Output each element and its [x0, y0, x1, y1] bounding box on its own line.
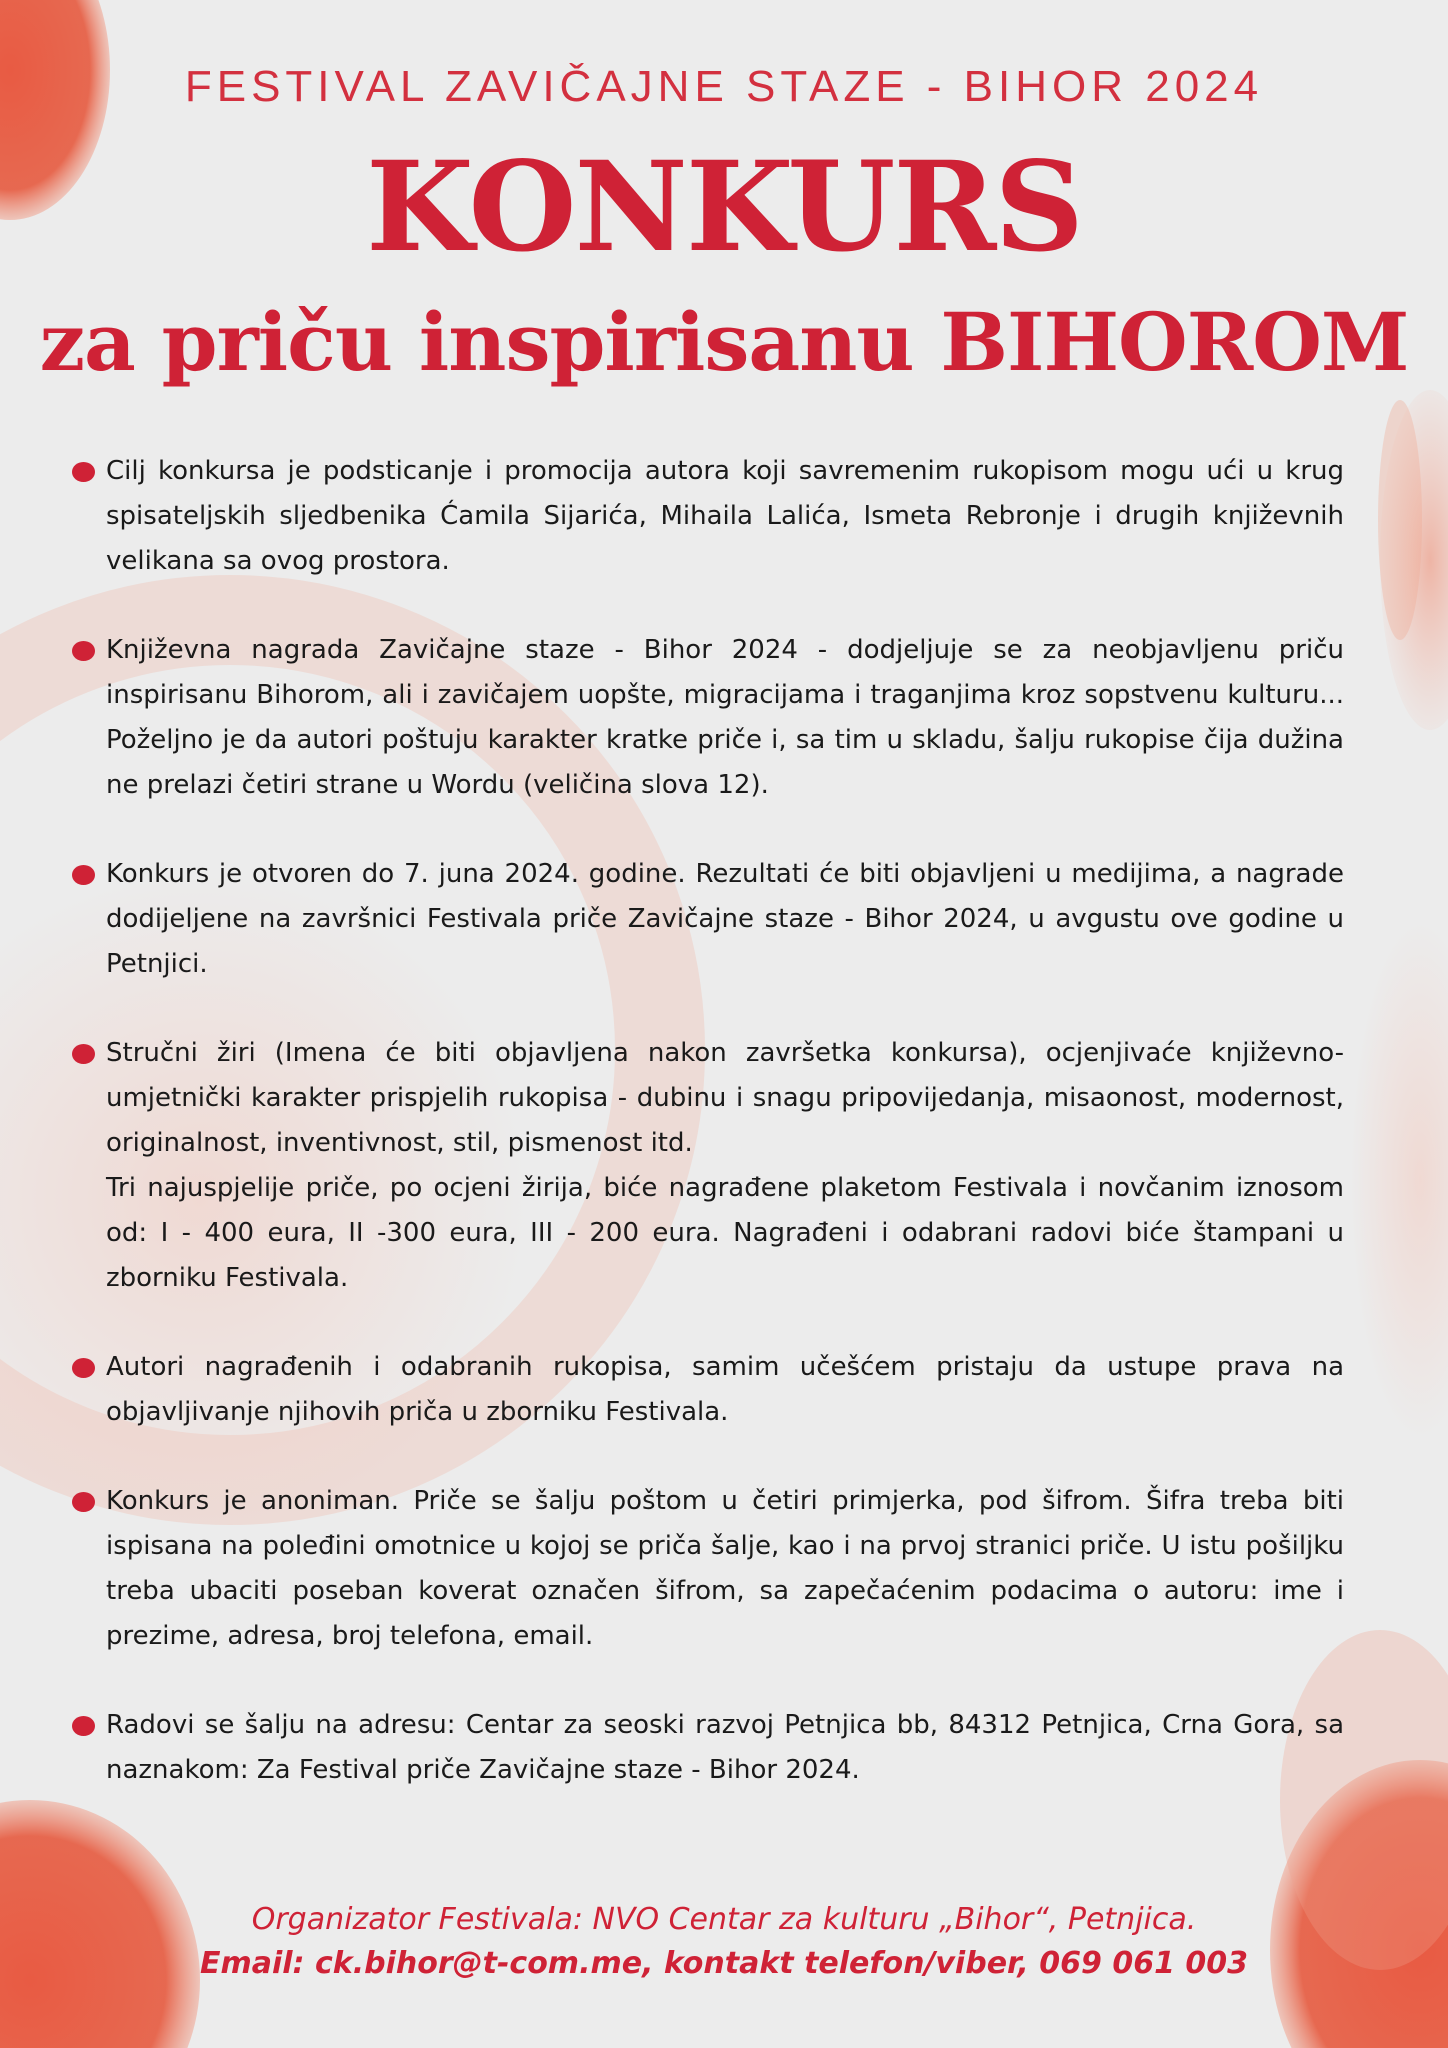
rule-text: Cilj konkursa je podsticanje i promocija autora koji savremenim rukopisom mogu ući u krug spisateljskih sljedbenika Ćamila Sijarića, Mihaila Lalića, Ismeta Rebronje i drugih književnih velikana sa ovog prostora. — [106, 456, 1344, 576]
bullet-dot-icon — [72, 641, 95, 661]
bullet-dot-icon — [72, 462, 95, 482]
rule-item-award — [72, 628, 1344, 808]
blob-right-stroke-2 — [1378, 400, 1422, 640]
rule-text: Književna nagrada Zavičajne staze - Bihor 2024 - dodjeljuje se za neobjavljenu priču inspirisanu Bihorom, ali i zavičajem uopšte, migracijama i traganjima kroz sopstvenu kulturu... Poželjno je da autori poštuju karakter kratke priče i, sa tim u skladu, šalju rukopise čija dužina ne prelazi četiri strane u Wordu (veličina slova 12). — [106, 635, 1344, 800]
rule-item-address — [72, 1703, 1344, 1793]
organizer-text: Organizator Festivala: NVO Centar za kulturu „Bihor“, Petnjica. — [251, 1902, 1197, 1937]
subtitle: za priču inspirisanu BIHOROM — [39, 295, 1409, 389]
blob-right-lower — [1350, 920, 1448, 1440]
footer — [0, 1898, 1448, 1986]
bullet-dot-icon — [72, 1358, 95, 1378]
rule-text: Konkurs je otvoren do 7. juna 2024. godine. Rezultati će biti objavljeni u medijima, a nagrade dodijeljene na završnici Festivala priče Zavičajne staze - Bihor 2024, u avgustu ove godine u Petnjici. — [106, 859, 1344, 979]
main-title: KONKURS — [366, 135, 1082, 280]
bullet-dot-icon — [72, 1044, 95, 1064]
bullet-dot-icon — [72, 1492, 95, 1512]
rule-text: Radovi se šalju na adresu: Centar za seoski razvoj Petnjica bb, 84312 Petnjica, Crna Gora, sa naznakom: Za Festival priče Zavičajne staze - Bihor 2024. — [106, 1710, 1344, 1785]
contact-text: Email: ck.bihor@t-com.me, kontakt telefon/viber, 069 061 003 — [199, 1946, 1249, 1981]
rule-text-prizes: Tri najuspjelije priče, po ocjeni žirija, biće nagrađene plaketom Festivala i novčanim iznosom od: I - 400 eura, II -300 eura, III - 200 eura. Nagrađeni i odabrani radovi biće štampani u zborniku Festivala. — [106, 1173, 1344, 1293]
rule-item-deadline — [72, 852, 1344, 987]
rule-item-goal — [72, 449, 1344, 584]
rule-item-jury — [72, 1031, 1344, 1301]
rule-text: Autori nagrađenih i odabranih rukopisa, samim učešćem pristaju da ustupe prava na objavljivanje njihovih priča u zborniku Festivala. — [106, 1352, 1344, 1427]
rule-item-rights — [72, 1345, 1344, 1435]
rule-text: Stručni žiri (Imena će biti objavljena nakon završetka konkursa), ocjenjivaće književno-umjetnički karakter prispjelih rukopisa - dubinu i snagu pripovijedanja, misaonost, modernost, originalnost, inventivnost, stil, pismenost itd. — [106, 1038, 1344, 1158]
rule-item-anonymous — [72, 1479, 1344, 1659]
festival-title: FESTIVAL ZAVIČAJNE STAZE - BIHOR 2024 — [184, 62, 1264, 111]
bullet-dot-icon — [72, 1716, 95, 1736]
bullet-dot-icon — [72, 865, 95, 885]
rule-text: Konkurs je anoniman. Priče se šalju poštom u četiri primjerka, pod šifrom. Šifra treba biti ispisana na poleđini omotnice u kojoj se priča šalje, kao i na prvoj stranici priče. U istu pošiljku treba ubaciti poseban koverat označen šifrom, sa zapečaćenim podacima o autoru: ime i prezime, adresa, broj telefona, email. — [106, 1486, 1344, 1651]
rules-list — [72, 449, 1344, 1837]
